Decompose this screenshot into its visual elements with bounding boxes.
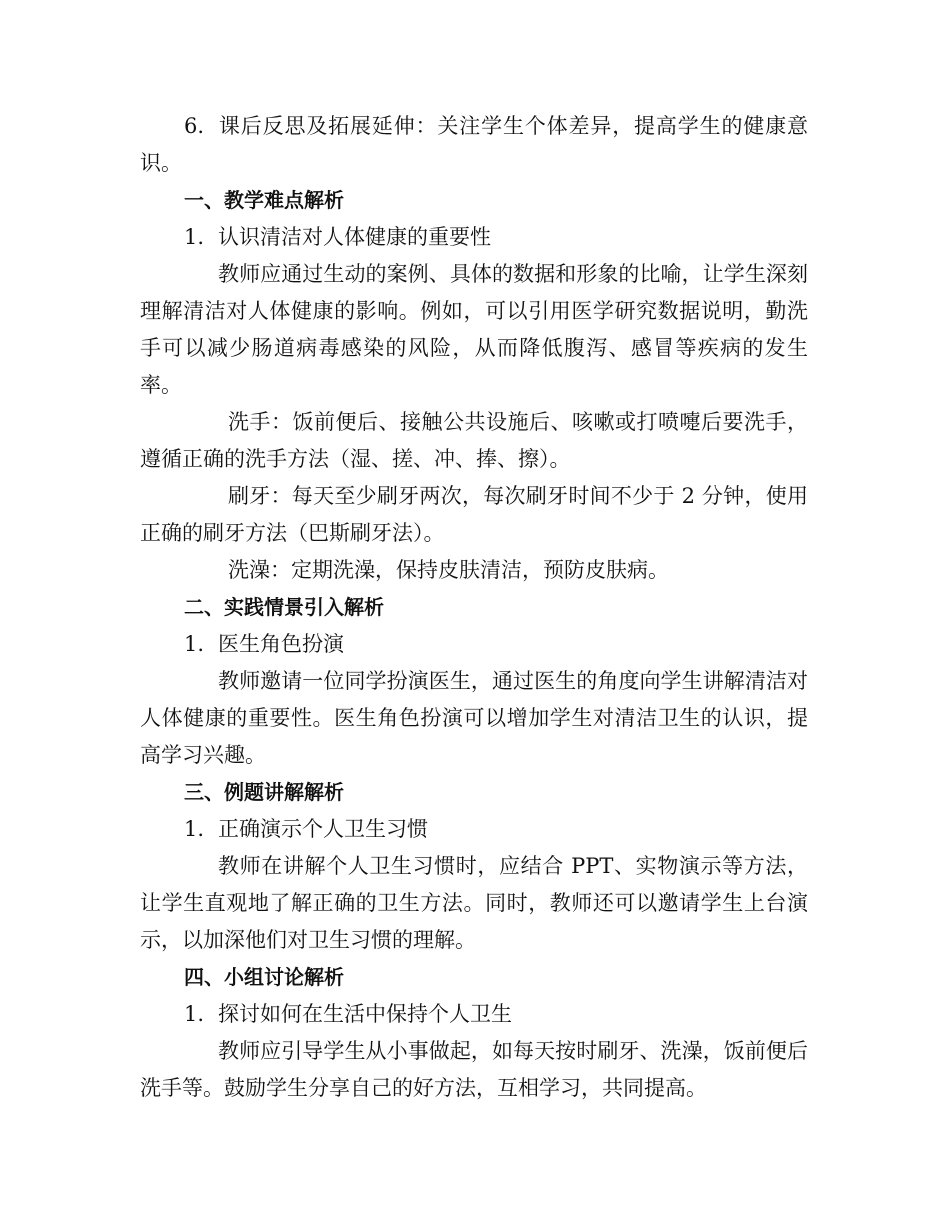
body-paragraph: 教师应通过生动的案例、具体的数据和形象的比喻，让学生深刻理解清洁对人体健康的影响。例如，可以引用医学研究数据说明，勤洗手可以减少肠道病毒感染的风险，从而降低腹泻、感冒等疾病的发生率。 (140, 262, 808, 397)
list-text: 正确演示个人卫生习惯 (218, 817, 429, 841)
list-text: 认识清洁对人体健康的重要性 (218, 225, 492, 249)
habit-paragraph: 洗澡：定期洗澡，保持皮肤清洁，预防皮肤病。 (228, 558, 669, 582)
body-paragraph: 教师应引导学生从小事做起，如每天按时刷牙、洗澡，饭前便后洗手等。鼓励学生分享自己的好方法，互相学习，共同提高。 (140, 1039, 808, 1100)
list-item (140, 626, 808, 663)
list-number: 1. (184, 1002, 205, 1026)
list-number: 1. (184, 817, 205, 841)
list-text: 课后反思及拓展延伸：关注学生个体差异，提高学生的健康意识。 (140, 114, 808, 175)
body-paragraph: 教师在讲解个人卫生习惯时，应结合 PPT、实物演示等方法，让学生直观地了解正确的卫生方法。同时，教师还可以邀请学生上台演示，以加深他们对卫生习惯的理解。 (140, 854, 808, 952)
list-number: 1. (184, 225, 205, 249)
list-number: 1. (184, 632, 205, 656)
section-heading: 四、小组讨论解析 (184, 965, 344, 989)
list-item (140, 811, 808, 848)
list-number: 6. (184, 114, 205, 138)
section-heading: 二、实践情景引入解析 (184, 595, 384, 619)
list-text: 医生角色扮演 (218, 632, 345, 656)
document-body (140, 108, 808, 1107)
section-heading: 三、例题讲解解析 (184, 780, 344, 804)
list-item (140, 108, 808, 182)
body-paragraph: 教师邀请一位同学扮演医生，通过医生的角度向学生讲解清洁对人体健康的重要性。医生角色扮演可以增加学生对清洁卫生的认识，提高学习兴趣。 (140, 669, 808, 767)
list-text: 探讨如何在生活中保持个人卫生 (218, 1002, 513, 1026)
list-item (140, 219, 808, 256)
habit-paragraph: 洗手：饭前便后、接触公共设施后、咳嗽或打喷嚏后要洗手，遵循正确的洗手方法（湿、搓、冲、捧、擦）。 (140, 410, 808, 471)
section-heading: 一、教学难点解析 (184, 188, 344, 212)
list-item (140, 996, 808, 1033)
habit-paragraph: 刷牙：每天至少刷牙两次，每次刷牙时间不少于 2 分钟，使用正确的刷牙方法（巴斯刷牙法）。 (140, 484, 808, 545)
